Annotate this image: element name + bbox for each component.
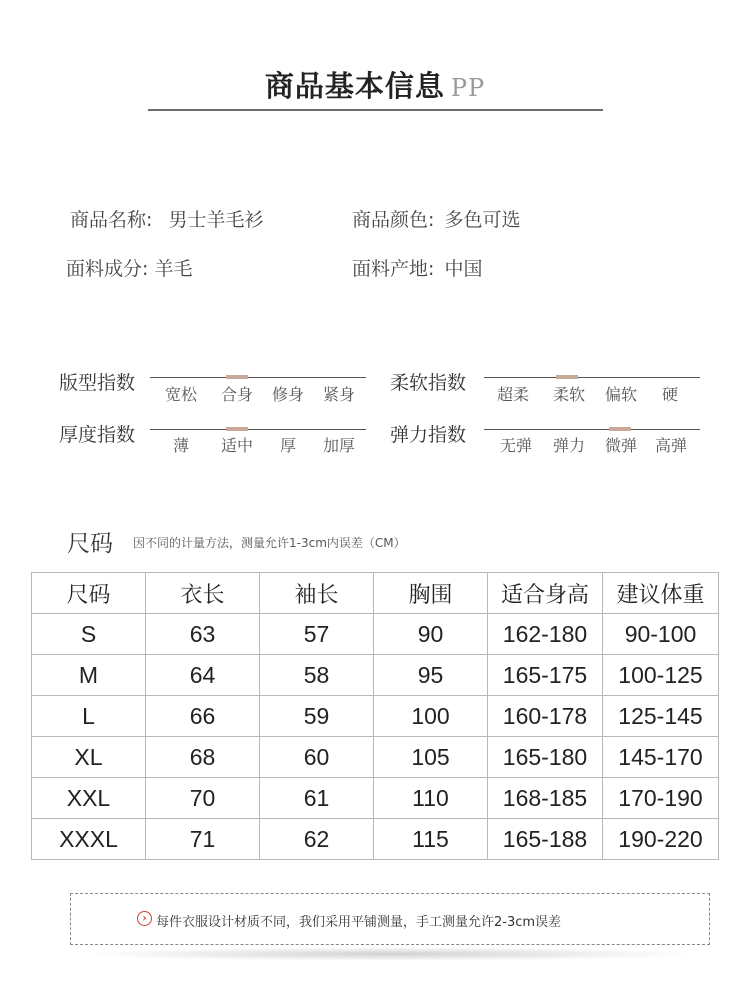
cell-size: L [32, 696, 146, 737]
pp-logo-mark: PP [450, 74, 486, 102]
cell-chest: 100 [374, 696, 488, 737]
softness-option: 柔软 [552, 385, 585, 404]
info-label: 商品名称: [70, 209, 153, 231]
cell-chest: 115 [374, 819, 488, 860]
softness-option: 硬 [661, 385, 678, 404]
table-row [32, 737, 719, 778]
fit-index-scale [150, 377, 366, 378]
page-title [0, 64, 750, 105]
softness-option: 超柔 [496, 385, 529, 404]
cell-height: 165-180 [488, 737, 603, 778]
table-row [32, 778, 719, 819]
thickness-option: 适中 [220, 436, 253, 455]
cell-length: 68 [146, 737, 260, 778]
column-header: 适合身高 [488, 573, 603, 614]
info-label: 面料成分: [66, 258, 149, 280]
cell-sleeve: 61 [260, 778, 374, 819]
fit-index-label: 版型指数 [59, 372, 136, 394]
cell-chest: 90 [374, 614, 488, 655]
size-table [31, 572, 719, 860]
cell-size: S [32, 614, 146, 655]
elasticity-index-label: 弹力指数 [390, 424, 467, 446]
cell-weight: 125-145 [603, 696, 719, 737]
cell-weight: 145-170 [603, 737, 719, 778]
cell-height: 165-175 [488, 655, 603, 696]
cell-sleeve: 62 [260, 819, 374, 860]
column-header: 衣长 [146, 573, 260, 614]
cell-length: 71 [146, 819, 260, 860]
measurement-note-text: 每件衣服设计材质不同，我们采用平铺测量，手工测量允许2-3cm误差 [156, 915, 562, 930]
cell-weight: 100-125 [603, 655, 719, 696]
cell-length: 70 [146, 778, 260, 819]
cell-sleeve: 58 [260, 655, 374, 696]
elasticity-index-marker [609, 427, 631, 431]
fit-option: 宽松 [164, 385, 197, 404]
cell-height: 162-180 [488, 614, 603, 655]
size-section-title: 尺码 [67, 531, 113, 557]
cell-sleeve: 60 [260, 737, 374, 778]
cell-height: 160-178 [488, 696, 603, 737]
thickness-option: 加厚 [322, 436, 355, 455]
fit-option: 修身 [271, 385, 304, 404]
cell-size: XXL [32, 778, 146, 819]
cell-size: XXXL [32, 819, 146, 860]
table-row [32, 819, 719, 860]
column-header: 袖长 [260, 573, 374, 614]
cell-length: 66 [146, 696, 260, 737]
cell-sleeve: 59 [260, 696, 374, 737]
table-row [32, 696, 719, 737]
cell-sleeve: 57 [260, 614, 374, 655]
info-product-name [70, 205, 263, 232]
info-value: 男士羊毛衫 [168, 209, 264, 231]
column-header: 胸围 [374, 573, 488, 614]
thickness-option: 薄 [172, 436, 189, 455]
thickness-index-scale [150, 429, 366, 430]
fit-option: 紧身 [322, 385, 355, 404]
fit-option: 合身 [220, 385, 253, 404]
softness-index-scale [484, 377, 700, 378]
cell-chest: 95 [374, 655, 488, 696]
info-label: 商品颜色: [352, 209, 435, 231]
cell-weight: 170-190 [603, 778, 719, 819]
cell-height: 168-185 [488, 778, 603, 819]
softness-index-label: 柔软指数 [390, 372, 467, 394]
elasticity-index-scale [484, 429, 700, 430]
chevron-right-circle-icon: › [137, 911, 152, 926]
info-label: 面料产地: [352, 258, 435, 280]
info-value: 多色可选 [444, 209, 521, 231]
cell-weight: 190-220 [603, 819, 719, 860]
info-fabric-origin [352, 254, 482, 281]
column-header: 建议体重 [603, 573, 719, 614]
elasticity-option: 弹力 [552, 436, 585, 455]
elasticity-option: 微弹 [604, 436, 637, 455]
cell-size: M [32, 655, 146, 696]
thickness-option: 厚 [279, 436, 296, 455]
softness-option: 偏软 [604, 385, 637, 404]
column-header: 尺码 [32, 573, 146, 614]
table-row [32, 614, 719, 655]
table-row [32, 655, 719, 696]
fit-index-marker [226, 375, 248, 379]
cell-weight: 90-100 [603, 614, 719, 655]
note-box-shadow [80, 947, 700, 961]
info-product-color [352, 205, 520, 232]
softness-index-marker [556, 375, 578, 379]
cell-chest: 105 [374, 737, 488, 778]
cell-chest: 110 [374, 778, 488, 819]
elasticity-option: 无弹 [499, 436, 532, 455]
size-measure-note: 因不同的计量方法，测量允许1-3cm内误差（CM） [133, 536, 406, 550]
info-fabric-material [66, 254, 192, 281]
thickness-index-marker [226, 427, 248, 431]
cell-length: 63 [146, 614, 260, 655]
cell-height: 165-188 [488, 819, 603, 860]
elasticity-option: 高弹 [654, 436, 687, 455]
size-table-header-row [32, 573, 719, 614]
info-value: 羊毛 [154, 258, 193, 280]
title-divider [148, 109, 603, 111]
thickness-index-label: 厚度指数 [59, 424, 136, 446]
page-title-text: 商品基本信息 [264, 69, 445, 103]
info-value: 中国 [444, 258, 483, 280]
cell-length: 64 [146, 655, 260, 696]
cell-size: XL [32, 737, 146, 778]
